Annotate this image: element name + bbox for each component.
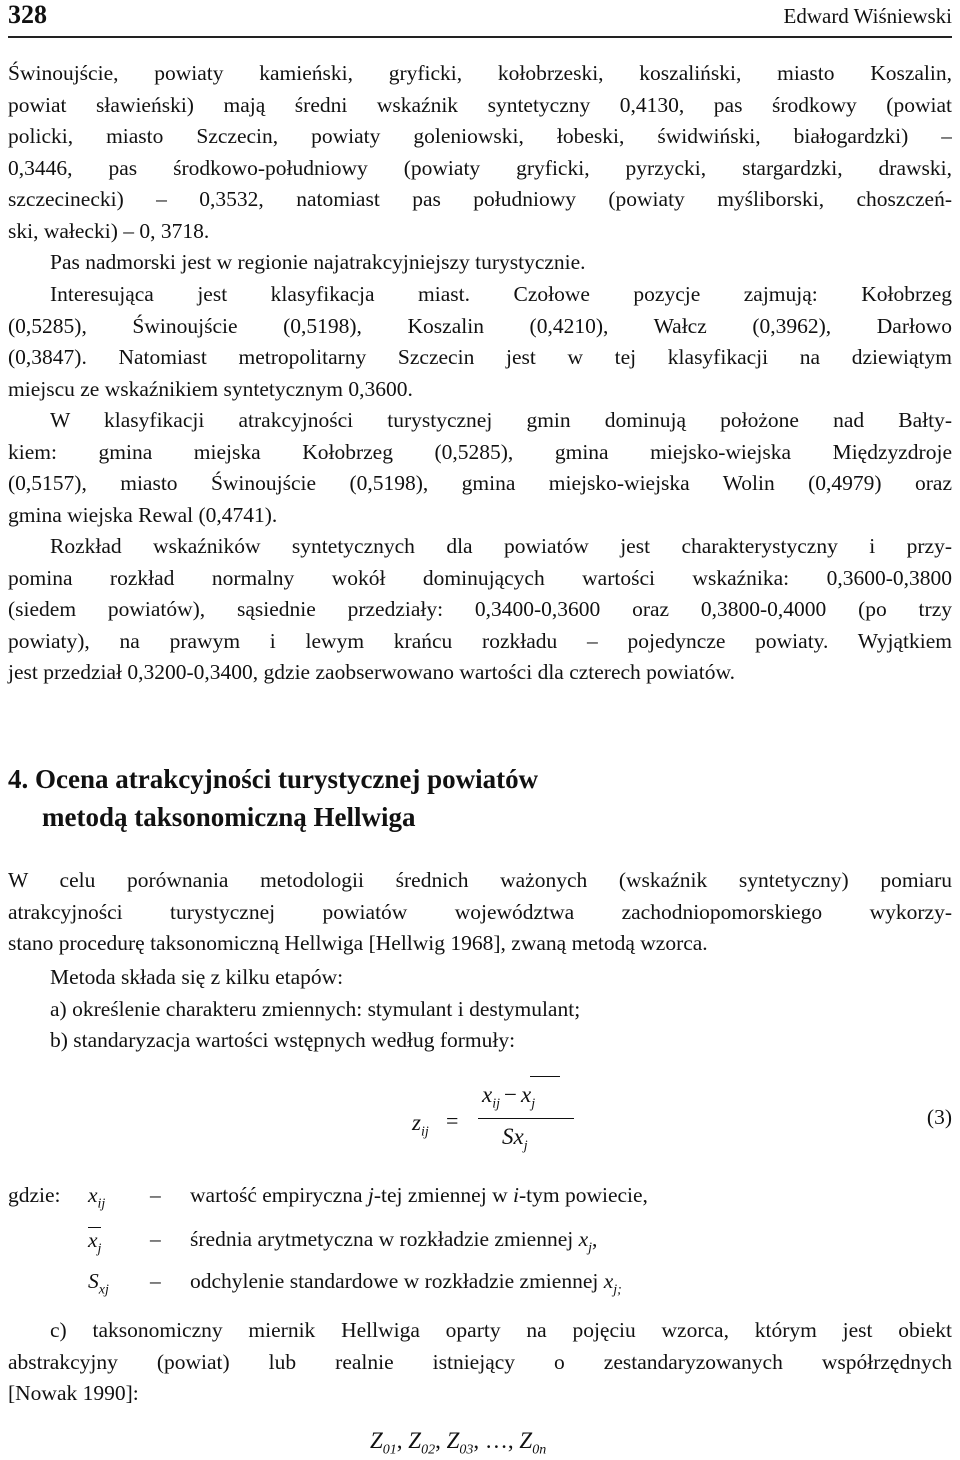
text-line: Rozkład wskaźników syntetycznych dla powiatów jest charakterystyczny i przy- (50, 534, 952, 558)
text-line: jest przedział 0,3200-0,3400, gdzie zaobserwowano wartości dla czterech powiatów. (8, 660, 735, 684)
text-line: powiaty), na prawym i lewym krańcu rozkładu – pojedyncze powiaty. Wyjątkiem (8, 628, 952, 653)
definition-dash: – (150, 1227, 161, 1251)
text-line: (0,5157), miasto Świnoujście (0,5198), gmina miejsko-wiejska Wolin (0,4979) oraz (8, 471, 952, 495)
paragraph-7 (8, 1315, 952, 1410)
header-rule (8, 36, 952, 38)
text-line: policki, miasto Szczecin, powiaty goleniowski, łobeski, świdwiński, białogardzki) – (8, 124, 952, 148)
text-line: szczecinecki) – 0,3532, natomiast pas południowy (powiaty myśliborski, choszczeń- (8, 187, 952, 211)
text-line: stano procedurę taksonomiczną Hellwiga [Hellwig 1968], zwaną metodą wzorca. (8, 931, 708, 955)
paragraph-5 (8, 531, 952, 689)
mean-overbar (530, 1076, 560, 1077)
text-line: Świnoujście, powiaty kamieński, gryficki, kołobrzeski, koszaliński, miasto Koszalin, (8, 61, 952, 85)
text-line: gmina wiejska Rewal (0,4741). (8, 502, 278, 527)
text-line: 0,3446, pas środkowo-południowy (powiaty gryficki, pyrzycki, stargardzki, drawski, (8, 155, 952, 180)
page-number: 328 (8, 0, 47, 29)
formula-denominator: $Sx_j$ (502, 1124, 528, 1154)
text-line: atrakcyjności turystycznej powiatów województwa zachodniopomorskiego wykorzy- (8, 899, 952, 924)
text-line: W klasyfikacji atrakcyjności turystycznej gmin dominują położone nad Bałty- (50, 408, 952, 432)
steps-list (8, 962, 952, 1057)
paragraph-2 (8, 247, 952, 279)
text-line: W celu porównania metodologii średnich ważonych (wskaźnik syntetyczny) pomiaru (8, 868, 952, 892)
text-line: (0,3847). Natomiast metropolitarny Szczecin jest w tej klasyfikacji na dziewiątym (8, 345, 952, 369)
text-line: (0,5285), Świnoujście (0,5198), Koszalin (0,4210), Wałcz (0,3962), Darłowo (8, 313, 952, 338)
text-line: [Nowak 1990]: (8, 1381, 139, 1405)
definition-symbol: $x_{ij}$ (88, 1183, 106, 1212)
page-header (8, 0, 952, 38)
standardization-formula (410, 1082, 580, 1162)
text-line: ski, wałecki) – 0, 3718. (8, 218, 210, 243)
pattern-coordinates: $Z_{01}$, $Z_{02}$, $Z_{03}$, …, $Z_{0n}$ (370, 1428, 547, 1458)
where-label: gdzie: (8, 1183, 61, 1207)
text-line: c) taksonomiczny miernik Hellwiga oparty na pojęciu wzorca, którym jest obiekt (50, 1318, 952, 1342)
definition-symbol: $S_{xj}$ (88, 1269, 109, 1298)
section-title-line-2: metodą taksonomiczną Hellwiga (42, 802, 416, 832)
text-line: (siedem powiatów), sąsiednie przedziały: 0,3400-0,3600 oraz 0,3800-0,4000 (po trzy (8, 597, 952, 621)
step-a: a) określenie charakteru zmiennych: stymulant i destymulant; (50, 996, 581, 1021)
steps-intro: Metoda składa się z kilku etapów: (50, 965, 344, 989)
definition-dash: – (150, 1183, 161, 1207)
definition-dash: – (150, 1269, 161, 1293)
paragraph-1 (8, 58, 952, 247)
definition-text: wartość empiryczna j-tej zmiennej w i-tym powiecie, (190, 1183, 648, 1207)
paragraph-3 (8, 279, 952, 405)
text-line: Interesująca jest klasyfikacja miast. Czołowe pozycje zajmują: Kołobrzeg (50, 282, 952, 306)
text-line: powiat sławieński) mają średni wskaźnik syntetyczny 0,4130, pas środkowy (powiat (8, 92, 952, 117)
paragraph-4 (8, 405, 952, 531)
definition-symbol: $x_j$ (88, 1228, 102, 1257)
step-b: b) standaryzacja wartości wstępnych według formuły: (50, 1028, 516, 1052)
section-title-line-1: 4. Ocena atrakcyjności turystycznej powiatów (8, 764, 539, 794)
paragraph-6 (8, 865, 952, 960)
definition-text: odchylenie standardowe w rozkładzie zmiennej $x_{j;}$ (190, 1269, 622, 1298)
formula-equals: = (446, 1108, 459, 1133)
definition-text: średnia arytmetyczna w rozkładzie zmiennej $x_j$, (190, 1227, 598, 1256)
fraction-line (478, 1118, 574, 1119)
formula-lhs: $z_{ij}$ (412, 1110, 429, 1140)
text-line: pomina rozkład normalny wokół dominujących wartości wskaźnika: 0,3600-0,3800 (8, 565, 952, 590)
text-line: miejscu ze wskaźnikiem syntetycznym 0,3600. (8, 376, 413, 401)
formula-numerator: $x_{ij} - x_j$ (482, 1082, 536, 1112)
equation-number: (3) (926, 1105, 952, 1129)
text-line: Pas nadmorski jest w regionie najatrakcyjniejszy turystycznie. (50, 250, 586, 274)
running-head: Edward Wiśniewski (783, 4, 952, 28)
section-heading (8, 760, 538, 836)
text-line: kiem: gmina miejska Kołobrzeg (0,5285), gmina miejsko-wiejska Międzyzdroje (8, 439, 952, 464)
text-line: abstrakcyjny (powiat) lub realnie istniejący o zestandaryzowanych współrzędnych (8, 1349, 952, 1374)
